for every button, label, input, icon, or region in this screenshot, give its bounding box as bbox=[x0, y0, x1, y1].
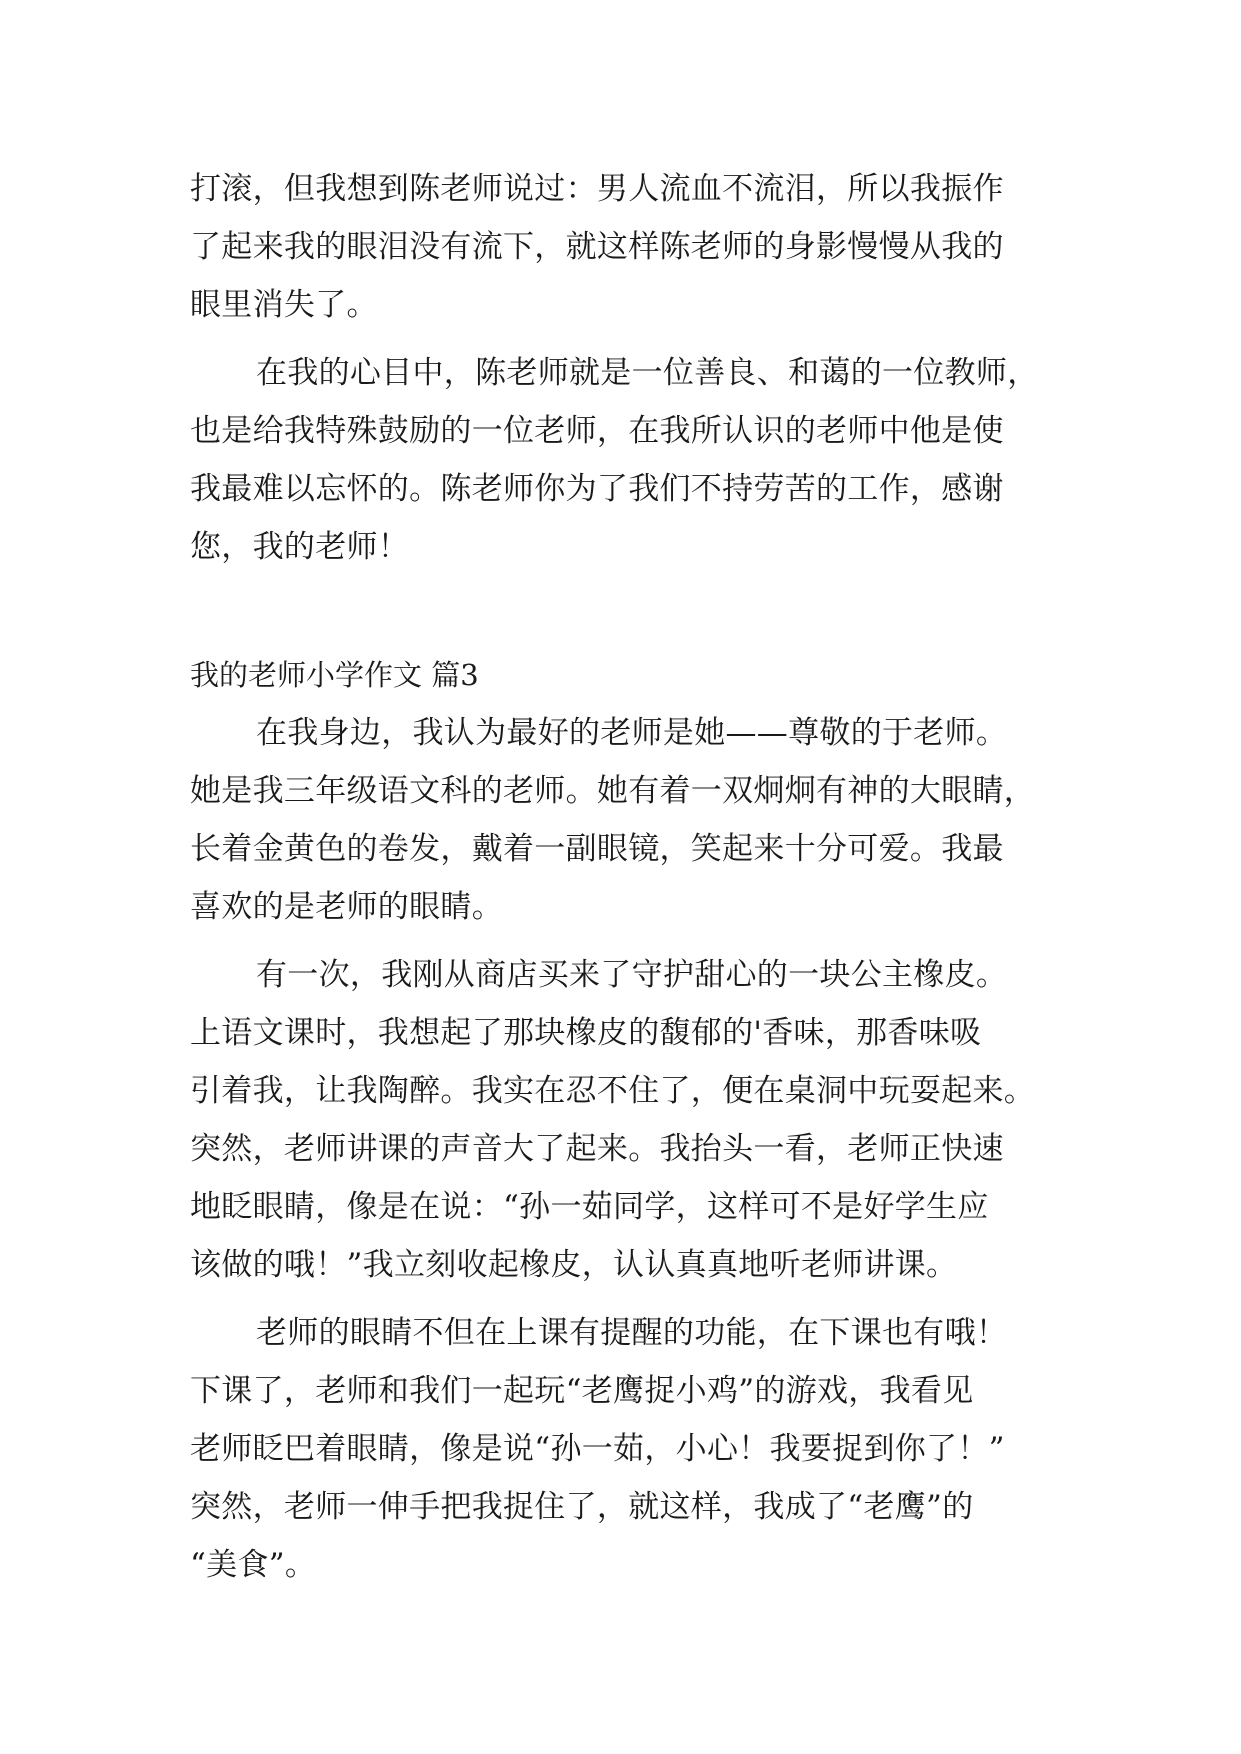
text-line: 也是给我特殊鼓励的一位老师，在我所认识的老师中他是使 bbox=[190, 413, 1004, 449]
paragraph-2 bbox=[190, 946, 1060, 1294]
paragraph-3 bbox=[190, 1304, 1060, 1594]
text-line: 引着我，让我陶醉。我实在忍不住了，便在桌洞中玩耍起来。 bbox=[190, 1073, 1036, 1109]
text-line: 突然，老师讲课的声音大了起来。我抬头一看，老师正快速 bbox=[190, 1131, 1004, 1167]
text-line: 在我身边，我认为最好的老师是她——尊敬的于老师。 bbox=[256, 715, 1008, 751]
text-line: 喜欢的是老师的眼睛。 bbox=[190, 889, 503, 925]
text-line: 长着金黄色的卷发，戴着一副眼镜，笑起来十分可爱。我最 bbox=[190, 831, 1004, 867]
text-line: 老师的眼睛不但在上课有提醒的功能，在下课也有哦！ bbox=[256, 1315, 1008, 1351]
paragraph-gap bbox=[190, 936, 1060, 946]
paragraph-closing bbox=[190, 344, 1060, 576]
section-heading: 我的老师小学作文 篇3 bbox=[190, 658, 479, 692]
text-line: 有一次，我刚从商店买来了守护甜心的一块公主橡皮。 bbox=[256, 957, 1008, 993]
document-page bbox=[190, 160, 1060, 1594]
text-line: 该做的哦！”我立刻收起橡皮，认认真真地听老师讲课。 bbox=[190, 1247, 958, 1283]
text-line: 地眨眼睛，像是在说：“孙一茹同学，这样可不是好学生应 bbox=[190, 1189, 989, 1225]
text-line: 在我的心目中，陈老师就是一位善良、和蔼的一位教师， bbox=[256, 355, 1039, 391]
text-line: 上语文课时，我想起了那块橡皮的馥郁的'香味，那香味吸 bbox=[190, 1015, 982, 1051]
text-line: 我最难以忘怀的。陈老师你为了我们不持劳苦的工作，感谢 bbox=[190, 471, 1004, 507]
paragraph-continued bbox=[190, 160, 1060, 334]
text-line: 老师眨巴着眼睛，像是说“孙一茹，小心！我要捉到你了！” bbox=[190, 1431, 1005, 1467]
text-line: 下课了，老师和我们一起玩“老鹰捉小鸡”的游戏，我看见 bbox=[190, 1373, 974, 1409]
text-line: 眼里消失了。 bbox=[190, 287, 378, 323]
text-line: 打滚，但我想到陈老师说过：男人流血不流泪，所以我振作 bbox=[190, 171, 1004, 207]
paragraph-gap bbox=[190, 1294, 1060, 1304]
paragraph-gap bbox=[190, 334, 1060, 344]
text-line: 她是我三年级语文科的老师。她有着一双炯炯有神的大眼睛， bbox=[190, 773, 1036, 809]
text-line: “美食”。 bbox=[190, 1547, 317, 1583]
text-line: 您，我的老师！ bbox=[190, 529, 410, 565]
text-line: 了起来我的眼泪没有流下，就这样陈老师的身影慢慢从我的 bbox=[190, 229, 1004, 265]
text-line: 突然，老师一伸手把我捉住了，就这样，我成了“老鹰”的 bbox=[190, 1489, 974, 1525]
section-gap bbox=[190, 576, 1060, 646]
paragraph-1 bbox=[190, 704, 1060, 936]
